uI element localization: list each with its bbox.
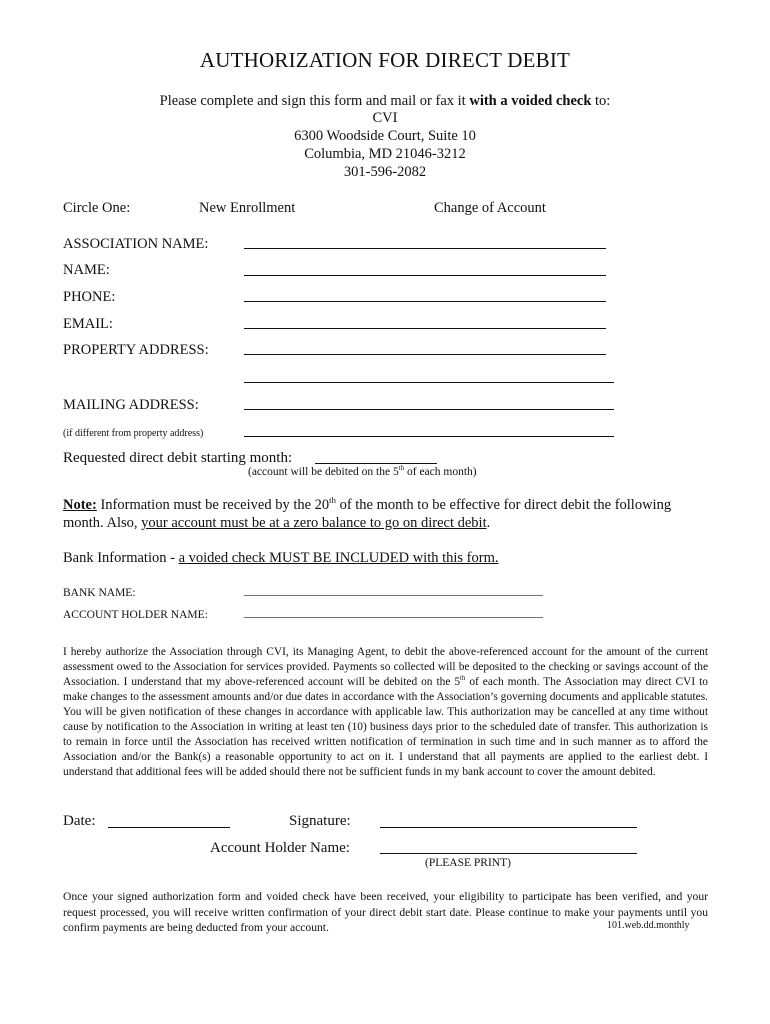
circle-one-label: Circle One:	[63, 200, 131, 216]
property-address-field-line2[interactable]	[244, 382, 614, 383]
account-holder-print-label: Account Holder Name:	[210, 840, 350, 856]
authorization-part2: of each month. The Association may direct CVI to make changes to the assessment amounts and/or due dates in accordance with the Association’s governing documents and applicable statutes. You will be given notification of these changes in accordance with applicable law. This authorization may be cancelled at any time without cause by notification to the Association in writing at least ten (10) business days prior to the scheduled date of transfer. This authorization is to remain in force until the Association has received written notification of termination in such time and in such manner as to afford the Association and/or the Bank(s) a reasonable opportunity to act on it. I understand that all payments are applied to the earliest debt. I understand that additional fees will be added should there not be sufficient funds in my bank account to cover the amount debited.	[63, 676, 708, 778]
note-line-2	[63, 515, 490, 532]
note-text-2: of the month to be effective for direct debit the following	[335, 497, 672, 513]
option-new-enrollment[interactable]: New Enrollment	[199, 200, 296, 216]
bank-name-label: BANK NAME:	[63, 587, 136, 599]
note-text-1: Information must be received by the 20	[96, 497, 330, 513]
intro-pre: Please complete and sign this form and mail or fax it	[159, 93, 470, 109]
association-name-label: ASSOCIATION NAME:	[63, 236, 209, 252]
note-line2-pre: month. Also,	[63, 515, 142, 531]
authorization-part1: I hereby authorize the Association through CVI, its Managing Agent, to debit the above-referenced account for the amount of the current assessment owed to the Association for services provided. Payments so collected will be deposited to the checking or savings account of the Association. I understand that my above-referenced account will be debited on the 5	[63, 646, 708, 688]
company-street: 6300 Woodside Court, Suite 10	[294, 128, 476, 144]
date-field[interactable]	[108, 827, 230, 828]
mailing-address-label: MAILING ADDRESS:	[63, 397, 199, 413]
account-holder-name-field[interactable]: ____________________________________________________	[244, 607, 543, 619]
company-phone: 301-596-2082	[343, 164, 427, 180]
email-label: EMAIL:	[63, 316, 113, 332]
bank-name-field[interactable]: ____________________________________________________	[244, 585, 543, 597]
name-field[interactable]	[244, 275, 606, 276]
option-change-of-account[interactable]: Change of Account	[434, 200, 546, 216]
mailing-address-field-line2[interactable]	[244, 436, 614, 437]
form-code: 101.web.dd.monthly	[607, 920, 690, 931]
intro-line	[0, 93, 770, 110]
company-name: CVI	[372, 110, 398, 126]
signature-field[interactable]	[380, 827, 637, 828]
note-sup: th	[329, 495, 336, 506]
note-line-1	[63, 497, 671, 514]
debit-note-post: of each month)	[404, 466, 477, 478]
name-label: NAME:	[63, 262, 110, 278]
debit-note-pre: (account will be debited on the 5	[248, 466, 399, 478]
debit-month-field[interactable]	[315, 463, 437, 464]
debit-month-label: Requested direct debit starting month:	[63, 450, 293, 466]
property-address-label: PROPERTY ADDRESS:	[63, 342, 209, 358]
please-print-note: (PLEASE PRINT)	[425, 857, 511, 869]
phone-field[interactable]	[244, 301, 606, 302]
account-holder-name-label: ACCOUNT HOLDER NAME:	[63, 609, 208, 621]
intro-bold: with a voided check	[469, 93, 592, 109]
bank-info-heading	[63, 550, 498, 567]
authorization-sup: th	[460, 675, 466, 683]
bank-info-pre: Bank Information -	[63, 550, 179, 566]
email-field[interactable]	[244, 328, 606, 329]
intro-post: to:	[591, 93, 611, 109]
mailing-address-note: (if different from property address)	[63, 428, 204, 439]
authorization-paragraph	[63, 645, 708, 780]
phone-label: PHONE:	[63, 289, 116, 305]
debit-note	[248, 466, 477, 478]
page-title: AUTHORIZATION FOR DIRECT DEBIT	[199, 48, 571, 72]
debit-note-sup: th	[398, 465, 405, 473]
signature-label: Signature:	[289, 813, 351, 829]
property-address-field[interactable]	[244, 354, 606, 355]
mailing-address-field[interactable]	[244, 409, 614, 410]
note-line2-under: your account must be at a zero balance to go on direct debit	[141, 515, 487, 531]
note-label: Note:	[63, 497, 97, 513]
closing-paragraph: Once your signed authorization form and voided check have been received, your eligibility to participate has been verified, and your request processed, you will receive written confirmation of your direct debit start date. Please continue to make your payments until you confirm payments are being deducted from your account.	[63, 890, 708, 934]
company-city: Columbia, MD 21046-3212	[304, 146, 466, 162]
account-holder-print-field[interactable]	[380, 853, 637, 854]
association-name-field[interactable]	[244, 248, 606, 249]
bank-info-under: a voided check MUST BE INCLUDED with this form.	[178, 550, 499, 566]
date-label: Date:	[63, 813, 96, 829]
note-line2-post: .	[486, 515, 491, 531]
